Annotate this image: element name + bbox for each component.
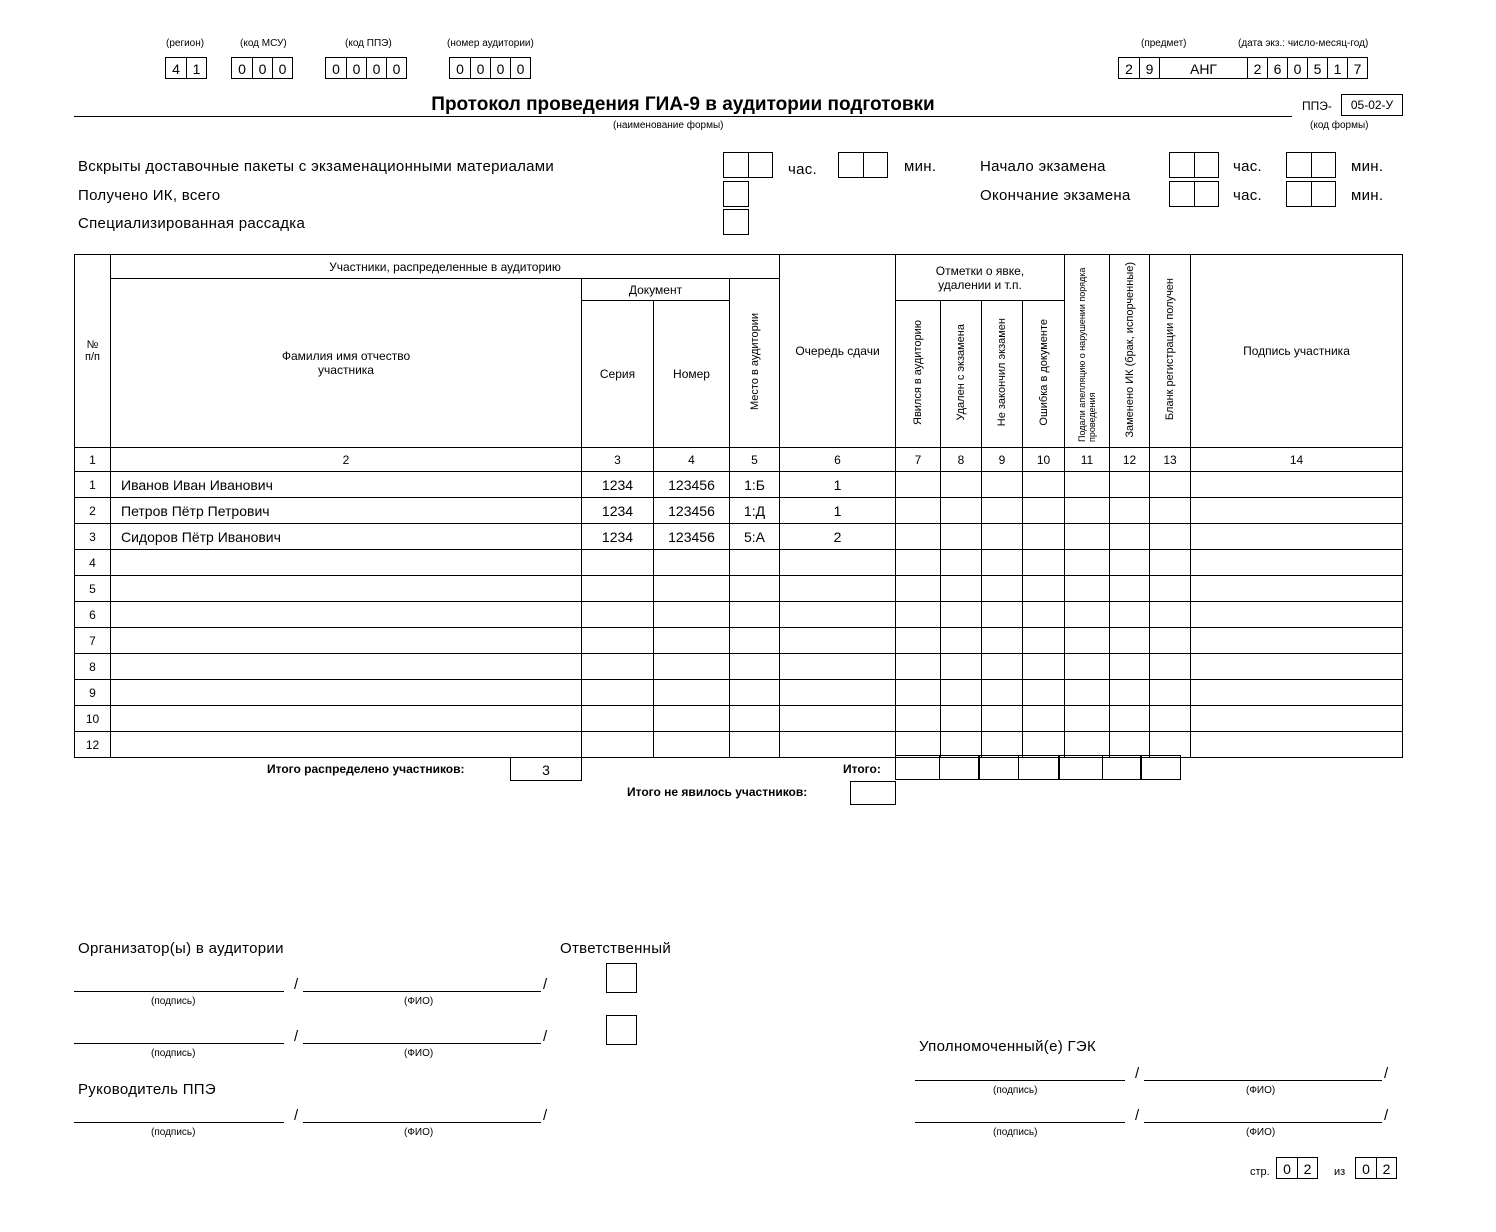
organizer1-fio-line[interactable] [303,991,541,992]
marks-group-header: Отметки о явке, удалении и т.п. [896,255,1065,301]
col-queue-header: Очередь сдачи [780,255,896,448]
row-fio[interactable]: Сидоров Пётр Иванович [111,524,582,550]
absent-total-label: Итого не явилось участников: [627,785,808,799]
row-not-finished[interactable] [982,732,1023,758]
row-reg-form[interactable] [1150,576,1191,602]
row-not-finished[interactable] [982,576,1023,602]
row-removed[interactable] [941,654,982,680]
digit: 0 [490,58,510,78]
row-signature[interactable] [1191,602,1403,628]
digit: 5 [1307,58,1327,78]
digit: 2 [1247,58,1267,78]
form-title-line [74,92,1292,117]
row-queue[interactable] [780,732,896,758]
row-queue[interactable] [780,706,896,732]
digit: 0 [510,58,530,78]
row-queue[interactable] [780,602,896,628]
fio-caption: (ФИО) [404,996,434,1007]
row-number-doc[interactable] [654,550,730,576]
packets-hours-field[interactable] [723,152,773,178]
row-present[interactable] [896,602,941,628]
digit: 0 [470,58,490,78]
row-queue[interactable] [780,576,896,602]
row-queue[interactable] [780,550,896,576]
row-replaced-ik[interactable] [1110,550,1150,576]
row-seat[interactable]: 1:Д [730,498,780,524]
hours-unit: час. [1233,187,1263,204]
col-doc-error-header: Ошибка в документе [1023,301,1065,448]
packets-opened-label: Вскрыты доставочные пакеты с экзаменационными материалами [78,158,555,175]
row-appeal[interactable] [1065,654,1110,680]
row-number-doc[interactable] [654,602,730,628]
separator-slash: / [1384,1107,1389,1124]
head-signature-line[interactable] [74,1122,284,1123]
row-appeal[interactable] [1065,524,1110,550]
table-row [75,576,1403,602]
row-present[interactable] [896,654,941,680]
digit: 0 [366,58,386,78]
row-seat[interactable] [730,602,780,628]
page-total [1355,1157,1397,1179]
separator-slash: / [1135,1107,1140,1124]
separator-slash: / [294,1028,299,1045]
total-reg-form-cell[interactable] [1140,755,1181,780]
hours-unit: час. [788,161,818,178]
organizer2-responsible-checkbox[interactable] [606,1015,637,1045]
total-replaced-ik-cell[interactable] [1102,755,1142,780]
row-reg-form[interactable] [1150,472,1191,498]
gek-label: Уполномоченный(е) ГЭК [919,1038,1097,1055]
sign-caption: (подпись) [993,1127,1038,1138]
total-appeal-cell[interactable] [1058,755,1103,780]
digit: 1 [1327,58,1347,78]
total-removed-cell[interactable] [939,755,980,780]
special-seating-label: Специализированная рассадка [78,215,306,232]
total-label: Итого: [843,762,881,776]
room-code [449,57,531,79]
row-signature[interactable] [1191,654,1403,680]
row-appeal[interactable] [1065,550,1110,576]
exam-start-hours-field[interactable] [1169,152,1219,178]
responsible-label: Ответственный [560,940,672,957]
participants-table [74,254,1403,758]
total-doc-error-cell[interactable] [1018,755,1060,780]
row-replaced-ik[interactable] [1110,498,1150,524]
row-doc-error[interactable] [1023,498,1065,524]
row-not-finished[interactable] [982,654,1023,680]
row-doc-error[interactable] [1023,524,1065,550]
row-number: 9 [75,680,111,706]
digit: 0 [332,61,340,77]
row-signature[interactable] [1191,498,1403,524]
row-signature[interactable] [1191,576,1403,602]
organizer2-signature-line[interactable] [74,1043,284,1044]
fio-caption: (ФИО) [1246,1127,1276,1138]
row-not-finished[interactable] [982,602,1023,628]
row-series[interactable]: 1234 [582,524,654,550]
row-not-finished[interactable] [982,706,1023,732]
row-appeal[interactable] [1065,732,1110,758]
row-fio[interactable] [111,628,582,654]
form-title-caption: (наименование формы) [613,120,724,131]
page-number [1276,1157,1318,1179]
separator-slash: / [543,1107,548,1124]
row-doc-error[interactable] [1023,472,1065,498]
row-not-finished[interactable] [982,628,1023,654]
row-signature[interactable] [1191,550,1403,576]
row-present[interactable] [896,498,941,524]
row-reg-form[interactable] [1150,680,1191,706]
row-present[interactable] [896,524,941,550]
row-seat[interactable] [730,732,780,758]
row-appeal[interactable] [1065,472,1110,498]
row-number: 7 [75,628,111,654]
fio-caption: (ФИО) [404,1048,434,1059]
row-series[interactable] [582,680,654,706]
form-code-caption: (код формы) [1310,120,1369,131]
row-removed[interactable] [941,550,982,576]
col-not-finished-header: Не закончил экзамен [982,301,1023,448]
row-removed[interactable] [941,628,982,654]
row-fio[interactable] [111,654,582,680]
row-replaced-ik[interactable] [1110,602,1150,628]
col-reg-form-header: Бланк регистрации получен [1150,255,1191,448]
gek2-fio-line[interactable] [1144,1122,1382,1123]
minutes-unit: мин. [904,158,937,175]
room-caption: (номер аудитории) [447,38,534,49]
digit: 0 [1283,1161,1291,1177]
row-series[interactable] [582,706,654,732]
table-row [75,628,1403,654]
minutes-unit: мин. [1351,187,1384,204]
minutes-unit: мин. [1351,158,1384,175]
row-number: 12 [75,732,111,758]
organizer1-signature-line[interactable] [74,991,284,992]
digit: 0 [272,58,292,78]
digit: 0 [1362,1161,1370,1177]
row-removed[interactable] [941,498,982,524]
received-ik-field[interactable] [723,181,749,207]
row-appeal[interactable] [1065,680,1110,706]
row-not-finished[interactable] [982,550,1023,576]
row-removed[interactable] [941,680,982,706]
digit: 9 [1139,58,1159,78]
sign-caption: (подпись) [151,996,196,1007]
row-replaced-ik[interactable] [1110,524,1150,550]
digit: 0 [346,58,366,78]
exam-start-minutes-field[interactable] [1286,152,1336,178]
row-seat[interactable] [730,680,780,706]
msu-caption: (код МСУ) [240,38,287,49]
separator-slash: / [1135,1065,1140,1082]
row-number-doc[interactable] [654,576,730,602]
row-number-doc[interactable] [654,680,730,706]
head-fio-line[interactable] [303,1122,541,1123]
col-seat-header: Место в аудитории [730,279,780,448]
of-label: из [1334,1166,1346,1178]
row-doc-error[interactable] [1023,706,1065,732]
digit: 2 [1297,1158,1317,1178]
row-present[interactable] [896,680,941,706]
fio-caption: (ФИО) [404,1127,434,1138]
row-replaced-ik[interactable] [1110,706,1150,732]
row-number: 5 [75,576,111,602]
row-reg-form[interactable] [1150,550,1191,576]
distributed-total-value: 3 [510,757,582,781]
digit: 2 [1125,61,1133,77]
hours-unit: час. [1233,158,1263,175]
row-queue[interactable] [780,680,896,706]
organizer2-fio-line[interactable] [303,1043,541,1044]
distributed-total-label: Итого распределено участников: [267,762,465,776]
row-signature[interactable] [1191,732,1403,758]
table-row [75,524,1403,550]
row-present[interactable] [896,628,941,654]
row-reg-form[interactable] [1150,628,1191,654]
row-doc-error[interactable] [1023,680,1065,706]
row-number-doc[interactable] [654,628,730,654]
table-row [75,732,1403,758]
row-doc-error[interactable] [1023,576,1065,602]
fio-caption: (ФИО) [1246,1085,1276,1096]
row-seat[interactable] [730,628,780,654]
col-removed-header: Удален с экзамена [941,301,982,448]
separator-slash: / [1384,1065,1389,1082]
row-present[interactable] [896,550,941,576]
digit: 0 [386,58,406,78]
packets-minutes-field[interactable] [838,152,888,178]
document-group-header: Документ [582,279,730,301]
sign-caption: (подпись) [151,1127,196,1138]
row-removed[interactable] [941,706,982,732]
ppe-code [325,57,407,79]
digit: 1 [186,58,206,78]
row-seat[interactable] [730,550,780,576]
sign-caption: (подпись) [993,1085,1038,1096]
row-number-doc[interactable] [654,654,730,680]
form-title: Протокол проведения ГИА-9 в аудитории подготовки [431,94,935,115]
row-signature[interactable] [1191,706,1403,732]
subject-caption: (предмет) [1141,38,1187,49]
exam-end-minutes-field[interactable] [1286,181,1336,207]
sign-caption: (подпись) [151,1048,196,1059]
digit: 0 [238,61,246,77]
gek1-signature-line[interactable] [915,1080,1125,1081]
total-not-finished-cell[interactable] [978,755,1019,780]
participants-group-header: Участники, распределенные в аудиторию [111,255,780,279]
row-fio[interactable] [111,732,582,758]
row-present[interactable] [896,472,941,498]
row-reg-form[interactable] [1150,732,1191,758]
msu-code [231,57,293,79]
row-fio[interactable] [111,576,582,602]
column-numbers-row: 1 2 3 4 5 6 7 8 9 10 11 12 13 14 [75,448,1403,472]
row-number-doc[interactable]: 123456 [654,498,730,524]
row-series[interactable]: 1234 [582,472,654,498]
total-present-cell[interactable] [895,755,940,780]
row-removed[interactable] [941,576,982,602]
row-reg-form[interactable] [1150,498,1191,524]
row-queue[interactable] [780,628,896,654]
subject-date-code [1118,57,1368,79]
row-replaced-ik[interactable] [1110,680,1150,706]
received-ik-label: Получено ИК, всего [78,187,221,204]
row-fio[interactable] [111,706,582,732]
row-replaced-ik[interactable] [1110,628,1150,654]
row-removed[interactable] [941,472,982,498]
organizers-label: Организатор(ы) в аудитории [78,940,284,957]
col-series-header: Серия [582,301,654,448]
row-doc-error[interactable] [1023,602,1065,628]
separator-slash: / [294,1107,299,1124]
digit: 7 [1347,58,1367,78]
row-removed[interactable] [941,732,982,758]
col-signature-header: Подпись участника [1191,255,1403,448]
digit: 0 [456,61,464,77]
row-number-doc[interactable] [654,732,730,758]
table-row [75,550,1403,576]
row-signature[interactable] [1191,524,1403,550]
table-row [75,706,1403,732]
row-doc-error[interactable] [1023,550,1065,576]
row-number-doc[interactable] [654,706,730,732]
row-appeal[interactable] [1065,498,1110,524]
row-series[interactable] [582,576,654,602]
row-seat[interactable] [730,654,780,680]
row-number: 3 [75,524,111,550]
digit: 0 [1287,58,1307,78]
row-number: 2 [75,498,111,524]
separator-slash: / [294,976,299,993]
row-series[interactable] [582,628,654,654]
row-seat[interactable] [730,576,780,602]
row-fio[interactable] [111,602,582,628]
row-fio[interactable] [111,550,582,576]
page-label: стр. [1250,1166,1270,1178]
row-replaced-ik[interactable] [1110,472,1150,498]
row-appeal[interactable] [1065,576,1110,602]
col-fio-header: Фамилия имя отчество участника [111,279,582,448]
table-row [75,472,1403,498]
table-row [75,654,1403,680]
date-caption: (дата экз.: число-месяц-год) [1238,38,1369,49]
row-fio[interactable]: Петров Пётр Петрович [111,498,582,524]
row-series[interactable] [582,732,654,758]
row-signature[interactable] [1191,628,1403,654]
row-series[interactable]: 1234 [582,498,654,524]
row-seat[interactable] [730,706,780,732]
row-appeal[interactable] [1065,628,1110,654]
row-appeal[interactable] [1065,706,1110,732]
row-signature[interactable] [1191,472,1403,498]
row-replaced-ik[interactable] [1110,576,1150,602]
row-replaced-ik[interactable] [1110,654,1150,680]
row-fio[interactable] [111,680,582,706]
row-queue[interactable]: 1 [780,498,896,524]
separator-slash: / [543,1028,548,1045]
absent-total-field[interactable] [850,781,896,805]
ppe-caption: (код ППЭ) [345,38,392,49]
col-num-header: № п/п [75,255,111,448]
row-not-finished[interactable] [982,680,1023,706]
table-row [75,680,1403,706]
row-series[interactable] [582,654,654,680]
row-number: 6 [75,602,111,628]
row-queue[interactable]: 2 [780,524,896,550]
row-not-finished[interactable] [982,472,1023,498]
col-present-header: Явился в аудиторию [896,301,941,448]
exam-end-hours-field[interactable] [1169,181,1219,207]
row-number-doc[interactable]: 123456 [654,472,730,498]
row-number: 1 [75,472,111,498]
region-code [165,57,207,79]
table-row [75,602,1403,628]
row-queue[interactable]: 1 [780,472,896,498]
row-number-doc[interactable]: 123456 [654,524,730,550]
row-removed[interactable] [941,524,982,550]
row-series[interactable] [582,602,654,628]
row-reg-form[interactable] [1150,654,1191,680]
head-ppe-label: Руководитель ППЭ [78,1081,216,1098]
row-seat[interactable]: 5:А [730,524,780,550]
col-replaced-ik-header: Заменено ИК (брак, испорченные) [1110,255,1150,448]
row-number: 4 [75,550,111,576]
region-caption: (регион) [166,38,205,49]
row-number: 8 [75,654,111,680]
digit: 2 [1376,1158,1396,1178]
digit: 0 [252,58,272,78]
row-reg-form[interactable] [1150,706,1191,732]
row-doc-error[interactable] [1023,732,1065,758]
gek1-fio-line[interactable] [1144,1080,1382,1081]
row-not-finished[interactable] [982,524,1023,550]
row-not-finished[interactable] [982,498,1023,524]
row-queue[interactable] [780,654,896,680]
row-removed[interactable] [941,602,982,628]
row-reg-form[interactable] [1150,524,1191,550]
table-row [75,498,1403,524]
organizer1-responsible-checkbox[interactable] [606,963,637,993]
separator-slash: / [543,976,548,993]
row-present[interactable] [896,732,941,758]
row-fio[interactable]: Иванов Иван Иванович [111,472,582,498]
row-seat[interactable]: 1:Б [730,472,780,498]
row-replaced-ik[interactable] [1110,732,1150,758]
row-reg-form[interactable] [1150,602,1191,628]
exam-start-label: Начало экзамена [980,158,1106,175]
col-appeal-header: Подали апелляцию о нарушении порядка проведения [1065,255,1110,448]
col-number-header: Номер [654,301,730,448]
subject-name: АНГ [1159,58,1247,78]
form-code: 05-02-У [1341,94,1403,116]
totals-row [895,755,1181,780]
form-code-prefix: ППЭ- [1302,99,1332,113]
row-series[interactable] [582,550,654,576]
row-signature[interactable] [1191,680,1403,706]
exam-end-label: Окончание экзамена [980,187,1131,204]
row-present[interactable] [896,706,941,732]
row-doc-error[interactable] [1023,654,1065,680]
row-appeal[interactable] [1065,602,1110,628]
row-doc-error[interactable] [1023,628,1065,654]
gek2-signature-line[interactable] [915,1122,1125,1123]
special-seating-field[interactable] [723,209,749,235]
digit: 4 [172,61,180,77]
row-number: 10 [75,706,111,732]
row-present[interactable] [896,576,941,602]
digit: 6 [1267,58,1287,78]
